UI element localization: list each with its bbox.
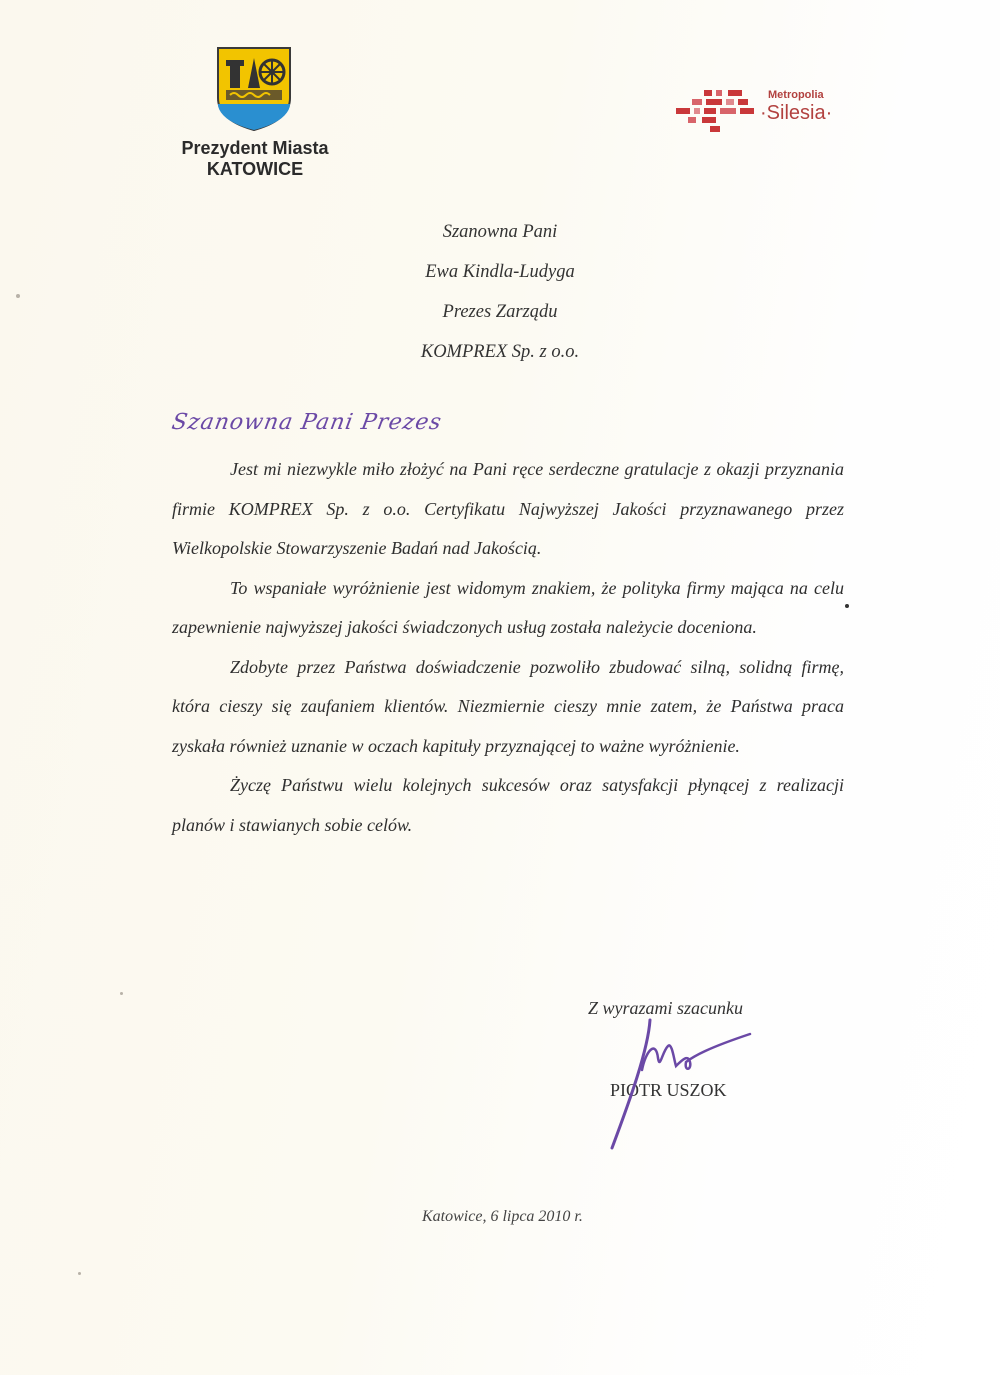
letter-body: [172, 450, 844, 845]
body-paragraph: To wspaniałe wyróżnienie jest widomym znakiem, że polityka firmy mająca na celu zapewnienie najwyższej jakości świadczonych usług została należycie doceniona.: [172, 577, 844, 637]
addressee-position: Prezes Zarządu: [442, 302, 558, 322]
partner-logo-name: ·Silesia·: [760, 102, 833, 124]
scan-speck: [78, 1272, 81, 1275]
body-paragraph: Życzę Państwu wielu kolejnych sukcesów oraz satysfakcji płynącej z realizacji planów i stawianych sobie celów.: [172, 775, 844, 835]
scan-speck: [845, 604, 849, 608]
body-paragraph: Jest mi niezwykle miło złożyć na Pani ręce serdeczne gratulacje z okazji przyznania firmie KOMPREX Sp. z o.o. Certyfikatu Najwyższej Jakości przyznawanego przez Wielkopolskie Stowarzyszenie Badań nad Jakością.: [172, 459, 844, 558]
scan-speck: [120, 992, 123, 995]
handwritten-greeting: Szanowna Pani Prezes: [169, 410, 444, 435]
signer-name: PIOTR USZOK: [610, 1080, 727, 1100]
issuer-title: Prezydent Miasta: [181, 138, 329, 158]
partner-logo-small-text: Metropolia: [768, 89, 824, 101]
issuer-city: KATOWICE: [206, 159, 304, 179]
scan-speck: [16, 294, 20, 298]
issuer-name: [150, 138, 360, 180]
addressee-block: [300, 212, 700, 372]
addressee-company: KOMPREX Sp. z o.o.: [420, 342, 580, 362]
body-paragraph: Zdobyte przez Państwa doświadczenie pozwoliło zbudować silną, solidną firmę, która cieszy się zaufaniem klientów. Niezmiernie cieszy mnie zatem, że Państwa praca zyskała również uznanie w oczach kapituły przyznającej to ważne wyróżnienie.: [172, 656, 844, 756]
addressee-salutation: Szanowna Pani: [442, 222, 558, 242]
handwritten-signature-icon: [590, 1000, 770, 1160]
katowice-coat-of-arms-icon: [216, 46, 292, 132]
closing-salutation: Z wyrazami szacunku: [588, 998, 744, 1018]
addressee-name: Ewa Kindla-Ludyga: [425, 262, 575, 282]
letter-date: Katowice, 6 lipca 2010 r.: [422, 1208, 583, 1225]
